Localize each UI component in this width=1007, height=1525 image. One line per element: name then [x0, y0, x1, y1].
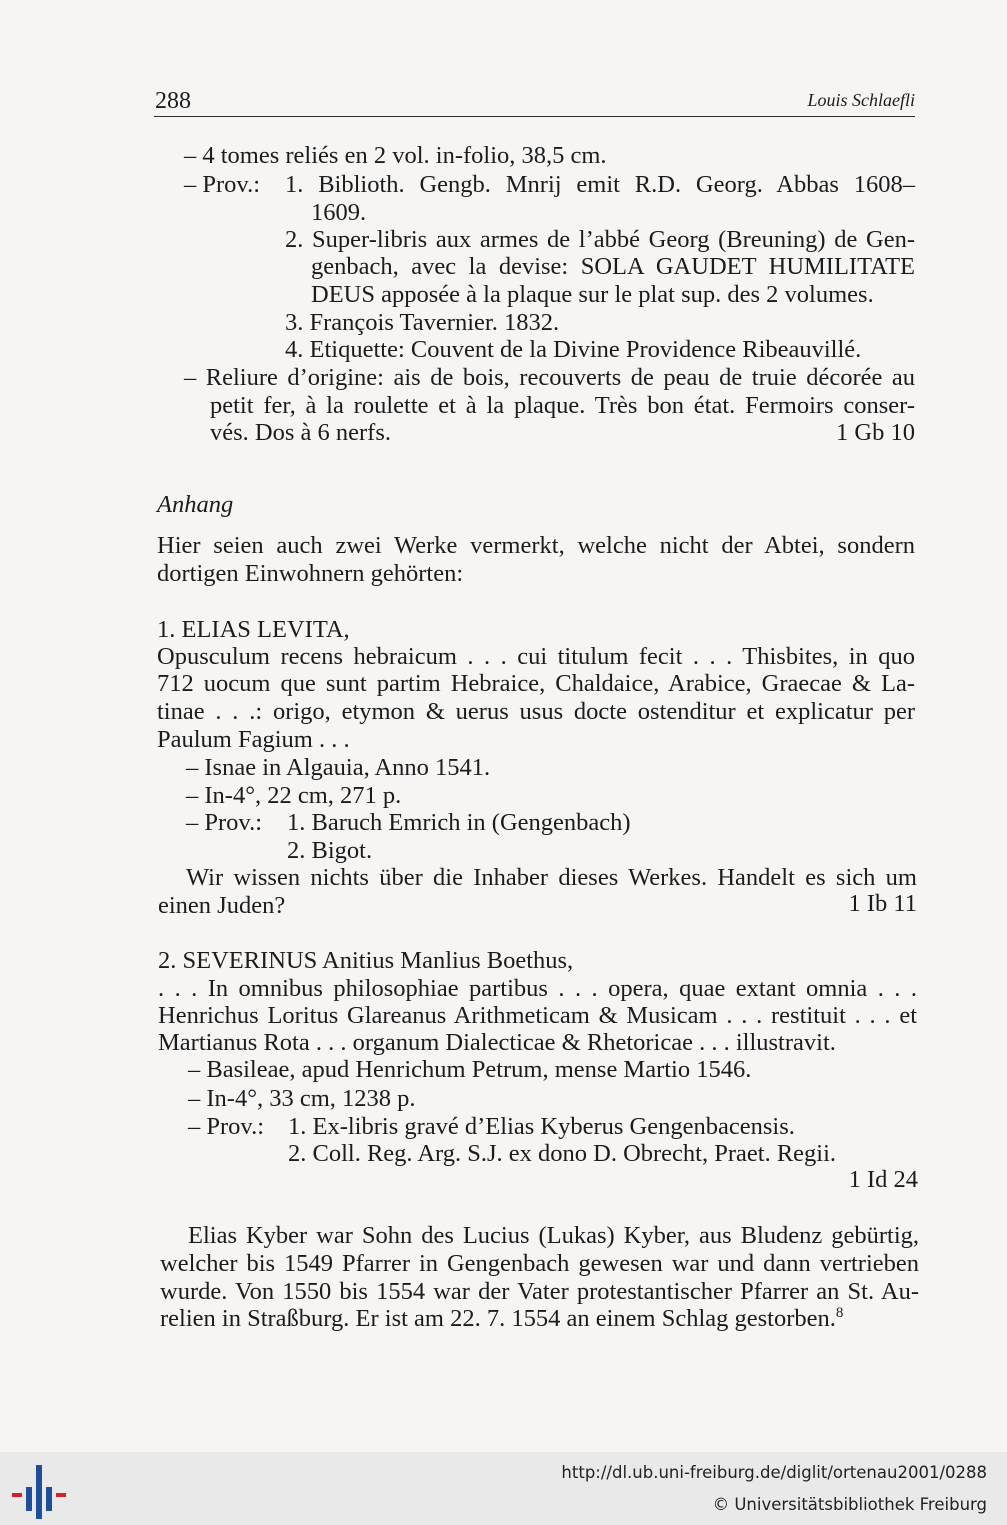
binding-line-1: – Reliure d’origine: ais de bois, recouverts de peau de truie décorée au: [184, 364, 915, 391]
item-2-text-1: . . . In omnibus philosophiae partibus . . . opera, quae extant omnia . . .: [158, 975, 917, 1002]
provenance-item-1: 1. Biblioth. Gengb. Mnrij emit R.D. Georg. Abbas 1608–: [285, 171, 915, 198]
intro-line-1: Hier seien auch zwei Werke vermerkt, welche nicht der Abtei, sondern: [157, 532, 915, 559]
section-heading: Anhang: [157, 491, 234, 518]
closing-line-3: wurde. Von 1550 bis 1554 war der Vater protestantischer Pfarrer an St. Au-: [160, 1278, 919, 1305]
item-1-provenance-2: 2. Bigot.: [287, 837, 373, 864]
binding-line-2: petit fer, à la roulette et à la plaque. Très bon état. Fermoirs conser-: [210, 392, 915, 419]
shelfmark-2: 1 Ib 11: [848, 890, 917, 917]
item-2-provenance-1: 1. Ex-libris gravé d’Elias Kyberus Gengenbacensis.: [288, 1113, 795, 1140]
item-1-format: – In-4°, 22 cm, 271 p.: [186, 782, 402, 809]
university-library-logo-icon: [12, 1465, 66, 1519]
item-2-format: – In-4°, 33 cm, 1238 p.: [188, 1085, 416, 1112]
provenance-item-2-cont: genbach, avec la devise: SOLA GAUDET HUMILITATE: [311, 253, 915, 280]
item-2-text-3: Martianus Rota . . . organum Dialecticae & Rhetoricae . . . illustravit.: [158, 1029, 836, 1056]
item-2-place: – Basileae, apud Henrichum Petrum, mense Martio 1546.: [188, 1056, 752, 1083]
running-head-author: Louis Schlaefli: [807, 90, 915, 110]
provenance-item-1-cont: 1609.: [311, 199, 367, 226]
shelfmark-1: 1 Gb 10: [836, 419, 915, 446]
item-2-text-2: Henrichus Loritus Glareanus Arithmeticam & Musicam . . . restituit . . . et: [158, 1002, 917, 1029]
copyright-notice: © Universitätsbibliothek Freiburg: [712, 1495, 987, 1514]
closing-line-1: Elias Kyber war Sohn des Lucius (Lukas) Kyber, aus Bludenz gebürtig,: [188, 1222, 919, 1249]
intro-line-2: dortigen Einwohnern gehörten:: [157, 560, 464, 587]
item-1-provenance-1: 1. Baruch Emrich in (Gengenbach): [287, 809, 631, 836]
item-2-provenance-label: – Prov.:: [188, 1113, 265, 1140]
closing-line-4: [160, 1305, 843, 1333]
item-1-note-1: Wir wissen nichts über die Inhaber dieses Werkes. Handelt es sich um: [186, 864, 917, 891]
item-1-text-1: Opusculum recens hebraicum . . . cui titulum fecit . . . Thisbites, in quo: [157, 643, 915, 670]
closing-line-4-text: relien in Straßburg. Er ist am 22. 7. 1554 an einem Schlag gestorben.: [160, 1305, 836, 1332]
item-1-note-2: einen Juden?: [158, 892, 286, 919]
item-1-provenance-label: – Prov.:: [186, 809, 263, 836]
provenance-item-3: 3. François Tavernier. 1832.: [285, 309, 560, 336]
item-1-text-3: tinae . . .: origo, etymon & uerus usus docte ostenditur et explicatur per: [157, 698, 915, 725]
permalink-url[interactable]: http://dl.ub.uni-freiburg.de/diglit/ortenau2001/0288: [561, 1463, 987, 1482]
provenance-item-4: 4. Etiquette: Couvent de la Divine Providence Ribeauvillé.: [285, 336, 862, 363]
binding-line-3: vés. Dos à 6 nerfs.: [210, 419, 391, 446]
header-rule: [154, 116, 915, 117]
provenance-label: – Prov.:: [184, 171, 261, 198]
provenance-item-2-cont2: DEUS apposée à la plaque sur le plat sup. des 2 volumes.: [311, 281, 874, 308]
item-1-place: – Isnae in Algauia, Anno 1541.: [186, 754, 491, 781]
shelfmark-3: 1 Id 24: [848, 1166, 918, 1193]
footnote-reference: 8: [835, 1304, 844, 1321]
format-line: – 4 tomes reliés en 2 vol. in-folio, 38,5 cm.: [184, 142, 607, 169]
provenance-item-2: 2. Super-libris aux armes de l’abbé Georg (Breuning) de Gen-: [285, 226, 915, 253]
item-2-title: 2. SEVERINUS Anitius Manlius Boethus,: [158, 947, 574, 974]
item-2-provenance-2: 2. Coll. Reg. Arg. S.J. ex dono D. Obrecht, Praet. Regii.: [288, 1140, 837, 1167]
page-number: 288: [155, 88, 191, 114]
item-1-text-4: Paulum Fagium . . .: [157, 726, 350, 753]
item-1-title: 1. ELIAS LEVITA,: [157, 616, 350, 643]
item-1-text-2: 712 uocum que sunt partim Hebraice, Chaldaice, Arabice, Graecae & La-: [157, 670, 915, 697]
closing-line-2: welcher bis 1549 Pfarrer in Gengenbach gewesen war und dann vertrieben: [160, 1250, 919, 1277]
